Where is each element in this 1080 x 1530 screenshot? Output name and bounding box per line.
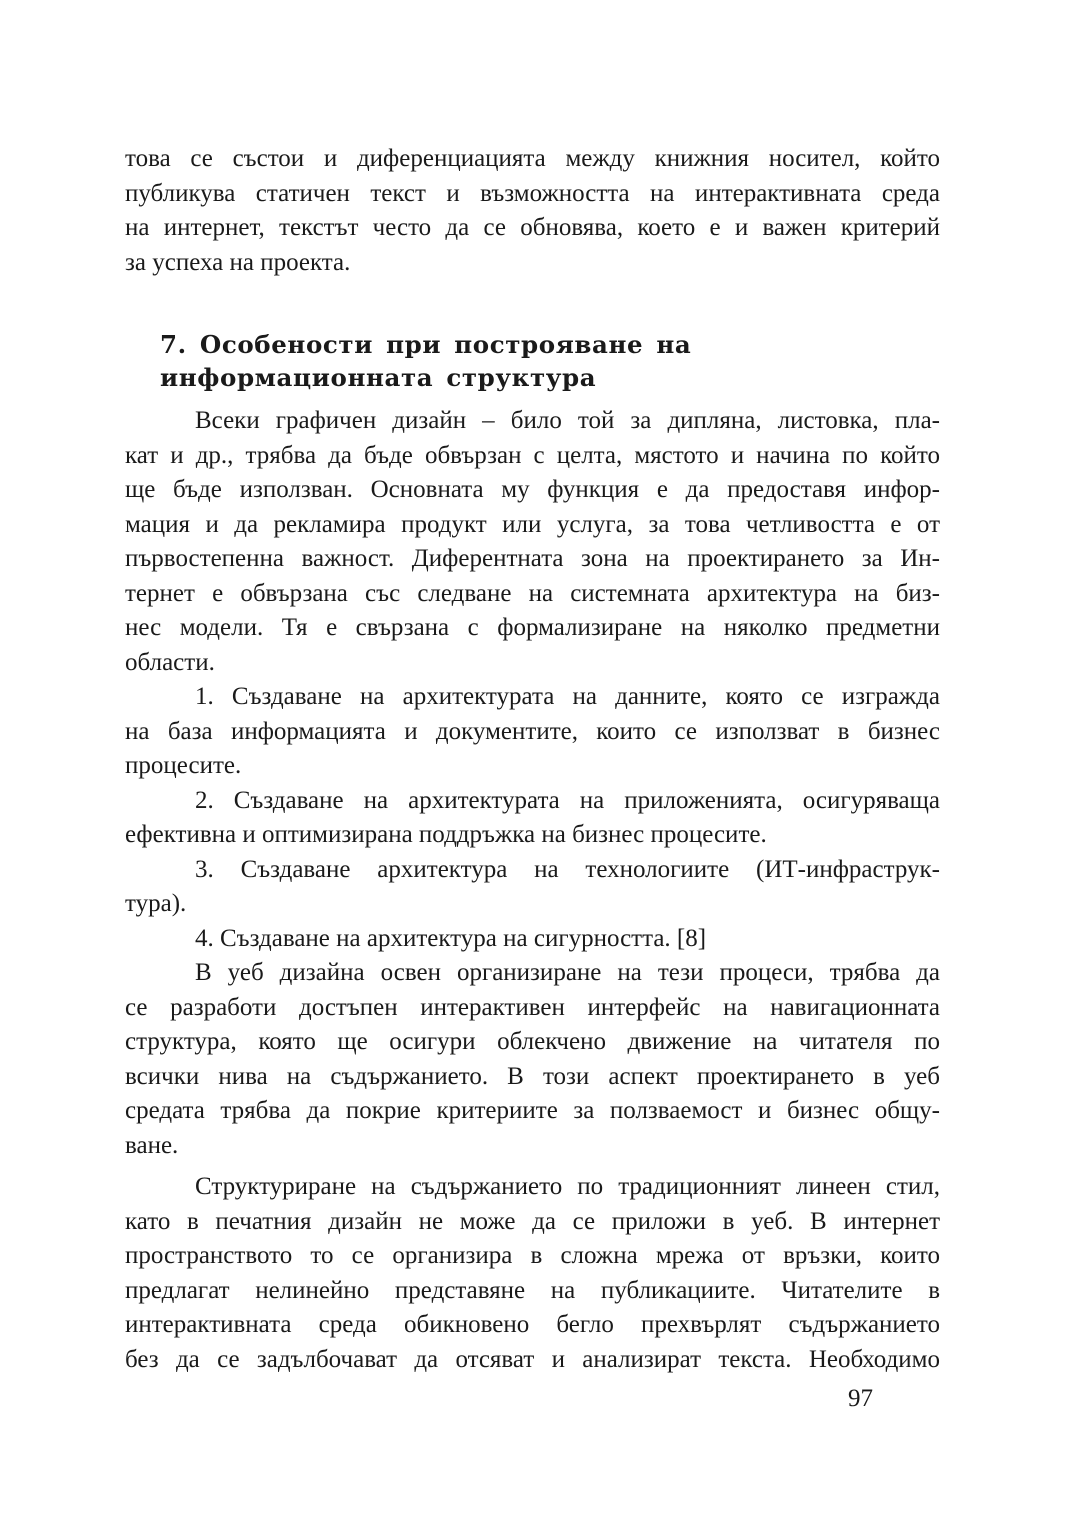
text-line: ване. xyxy=(125,1131,179,1159)
list-item-2 xyxy=(125,784,940,853)
paragraph-web-design xyxy=(125,956,940,1163)
text-line: Всеки графичен дизайн – било той за дипляна, листовка, пла- xyxy=(195,407,940,434)
text-line: ще бъде използван. Основната му функция е да предоставя инфор- xyxy=(125,476,940,503)
text-line: тернет е обвързана със следване на системната архитектура на биз- xyxy=(125,579,940,607)
text-line: 3. Създаване архитектура на технологиите (ИТ-инфраструк- xyxy=(195,855,940,883)
page-body xyxy=(125,142,940,1377)
text-line: на база информацията и документите, които се използват в бизнес xyxy=(125,717,940,745)
page-number: 97 xyxy=(848,1385,873,1412)
text-line: кат и др., трябва да бъде обвързан с целта, мястото и начина по който xyxy=(125,441,940,469)
text-line: за успеха на проекта. xyxy=(125,248,351,276)
text-line: предлагат нелинейно представяне на публикациите. Читателите в xyxy=(125,1276,940,1304)
intro-paragraph xyxy=(125,142,940,280)
text-line: публикува статичен текст и възможността на интерактивната среда xyxy=(125,179,940,207)
text-line: това се състои и диференциацията между книжния носител, който xyxy=(125,145,940,172)
text-line: области. xyxy=(125,648,215,676)
list-item-4 xyxy=(125,922,940,957)
text-line: нес модели. Тя е свързана с формализиране на няколко предметни xyxy=(125,614,940,641)
text-line: пространството то се организира в сложна мрежа от връзки, които xyxy=(125,1242,940,1269)
paragraph-content-structuring xyxy=(125,1170,940,1377)
text-line: всички нива на съдържанието. В този аспект проектирането в уеб xyxy=(125,1062,940,1090)
text-line: структура, която ще осигури облекчено движение на читателя по xyxy=(125,1028,940,1055)
text-line: без да се задълбочават да отсяват и анализират текста. Необходимо xyxy=(125,1345,940,1373)
text-line: средата трябва да покрие критериите за ползваемост и бизнес общу- xyxy=(125,1097,940,1124)
section-heading-line-1: 7. Особености при построяване на xyxy=(160,330,692,359)
section-heading xyxy=(160,328,940,394)
list-item-3 xyxy=(125,853,940,922)
text-line: първостепенна важност. Диферентната зона на проектирането за Ин- xyxy=(125,545,940,572)
text-line: се разработи достъпен интерактивен интерфейс на навигационната xyxy=(125,993,940,1021)
text-line: като в печатния дизайн не може да се приложи в уеб. В интернет xyxy=(125,1207,940,1235)
paragraph-graphic-design xyxy=(125,404,940,680)
text-line: 1. Създаване на архитектурата на данните, която се изгражда xyxy=(195,683,940,710)
text-line: мация и да рекламира продукт или услуга, за това четливостта е от xyxy=(125,510,940,538)
text-line: на интернет, текстът често да се обновява, което е и важен критерий xyxy=(125,214,940,241)
list-item-1 xyxy=(125,680,940,784)
text-line: В уеб дизайна освен организиране на тези процеси, трябва да xyxy=(195,959,940,986)
text-line: интерактивната среда обикновено бегло прехвърлят съдържанието xyxy=(125,1311,940,1338)
text-line: 2. Създаване на архитектурата на приложенията, осигуряваща xyxy=(195,786,940,814)
text-line: тура). xyxy=(125,890,187,917)
text-line: процесите. xyxy=(125,752,242,779)
text-line: Структуриране на съдържанието по традиционният линеен стил, xyxy=(195,1173,940,1200)
text-line: ефективна и оптимизирана поддръжка на бизнес процесите. xyxy=(125,821,767,848)
section-heading-line-2: информационната структура xyxy=(160,363,597,392)
text-line: 4. Създаване на архитектура на сигурността. [8] xyxy=(195,924,707,952)
